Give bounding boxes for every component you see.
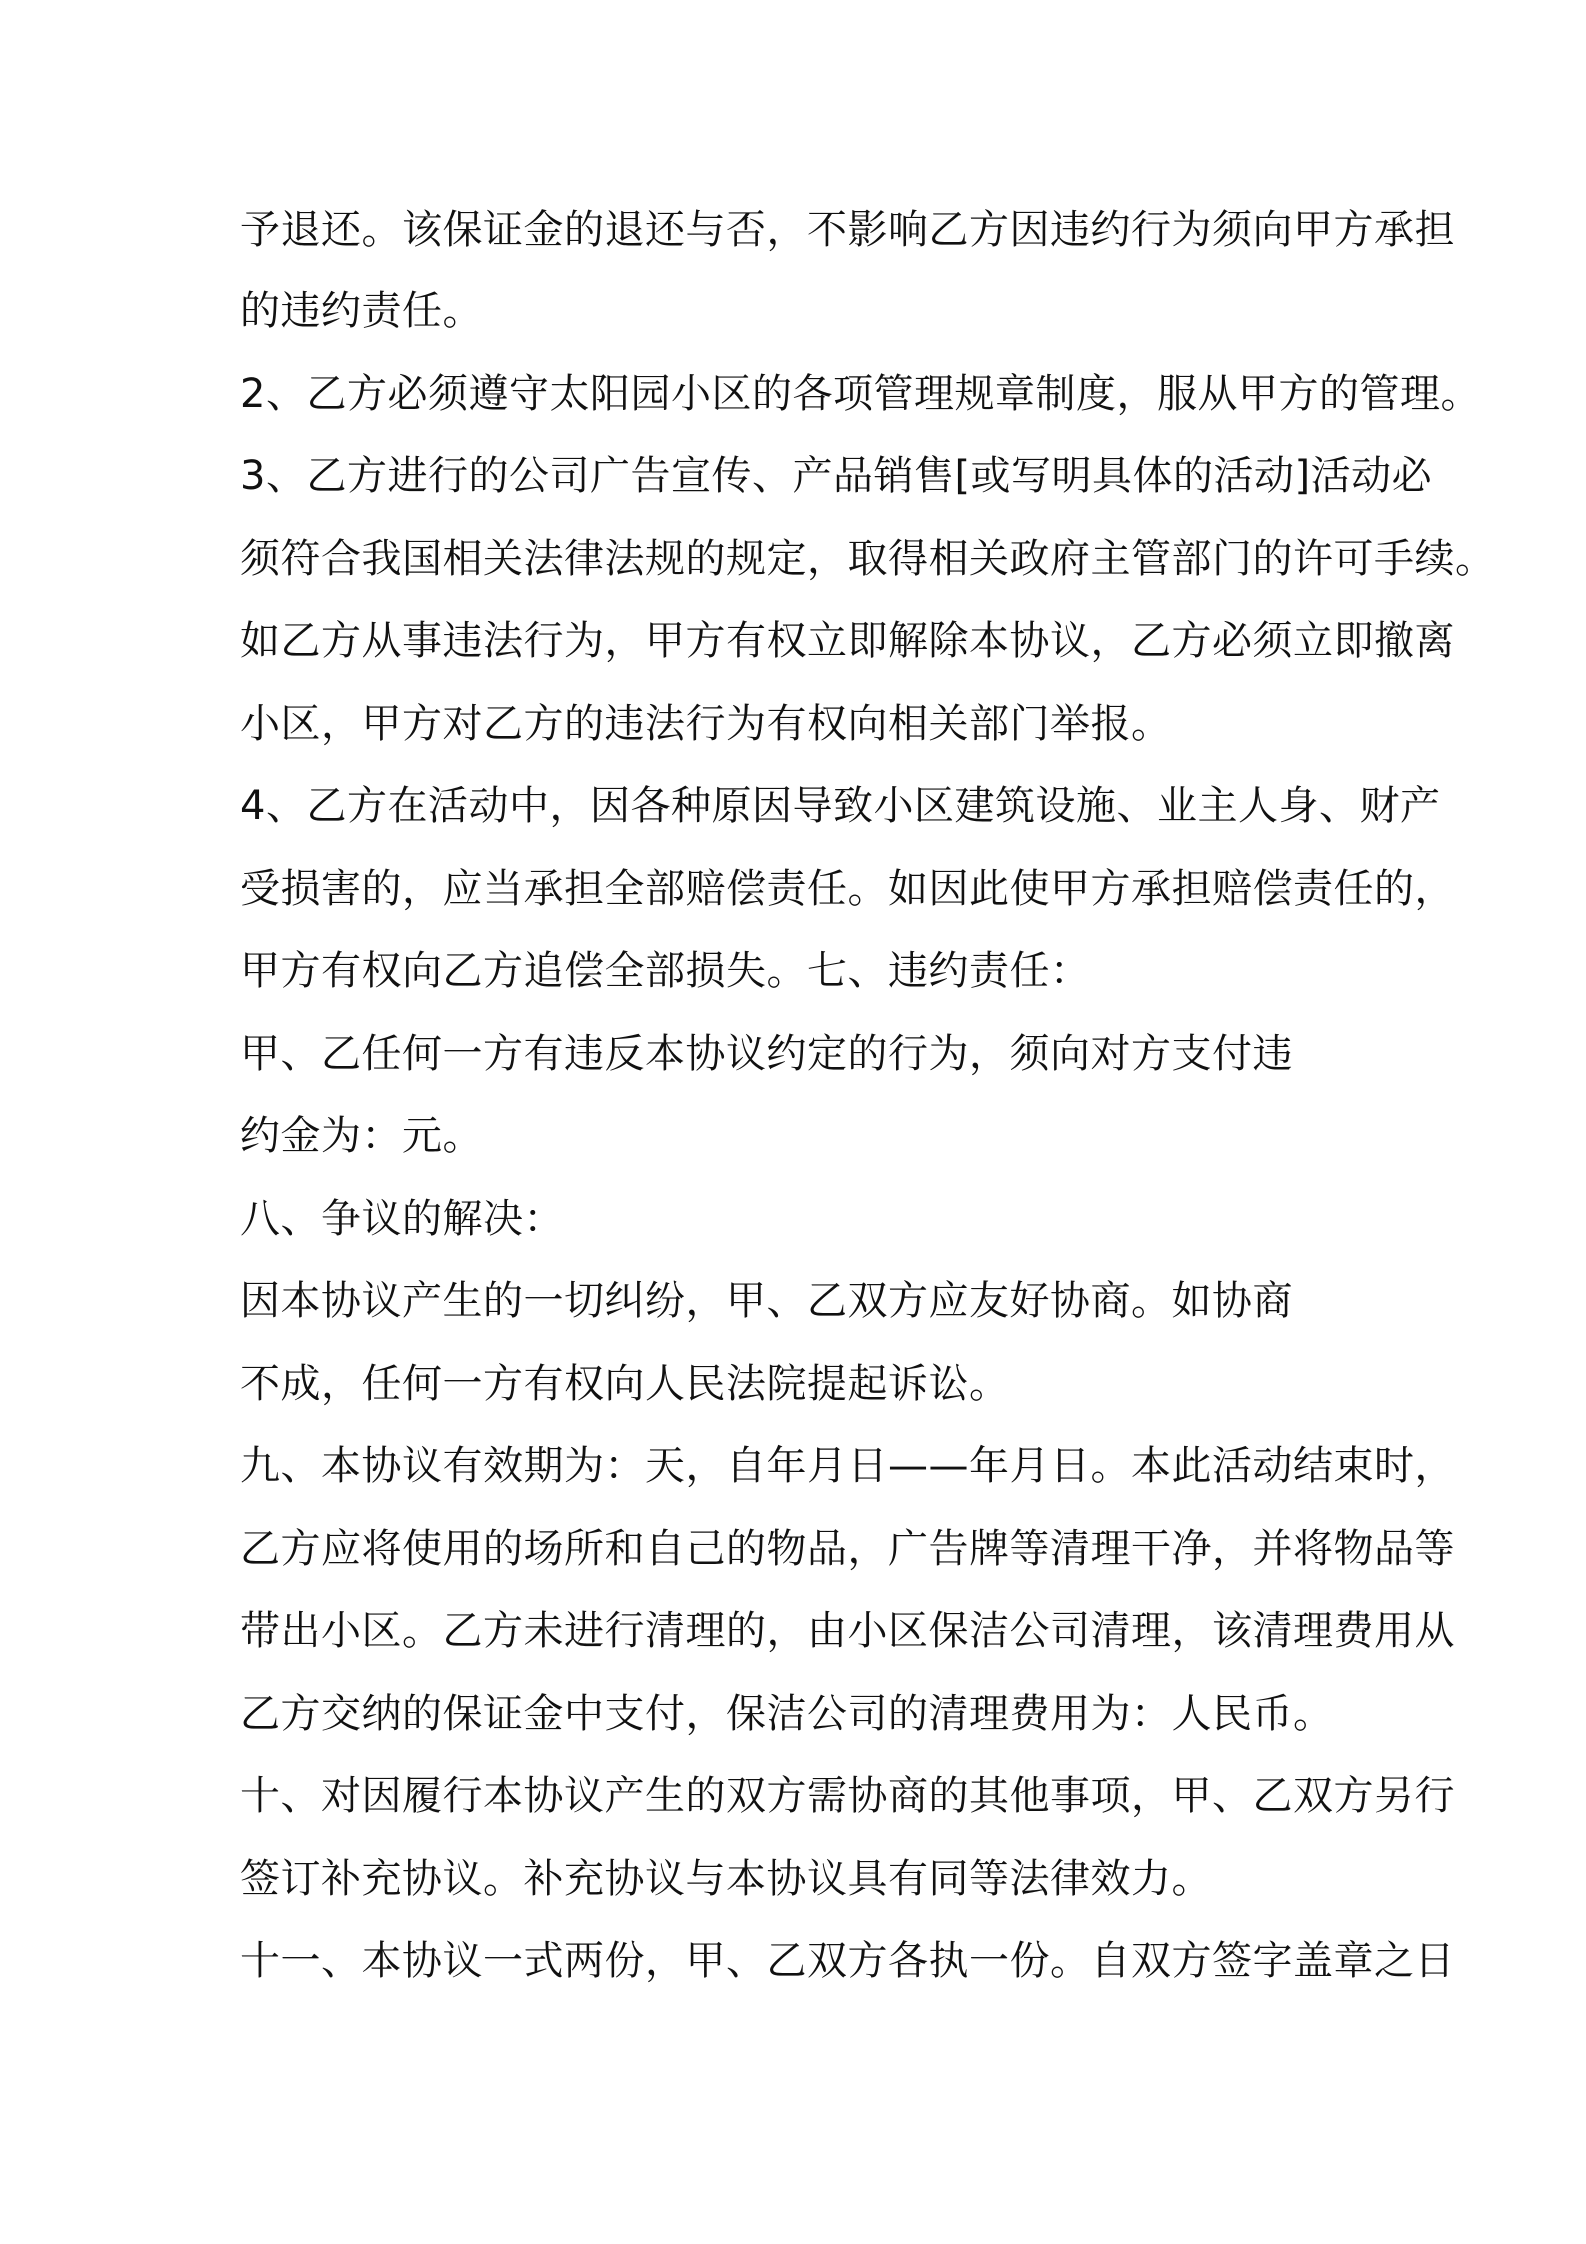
- text-line: 须符合我国相关法律法规的规定，取得相关政府主管部门的许可手续。: [240, 536, 1496, 582]
- text-line: 带出小区。乙方未进行清理的，由小区保洁公司清理，该清理费用从: [240, 1608, 1455, 1654]
- text-line: 甲、乙任何一方有违反本协议约定的行为，须向对方支付违: [240, 1031, 1293, 1077]
- text-line: 签订补充协议。补充协议与本协议具有同等法律效力。: [240, 1856, 1212, 1902]
- text-line: 不成，任何一方有权向人民法院提起诉讼。: [240, 1361, 1010, 1407]
- text-line: 甲方有权向乙方追偿全部损失。七、违约责任：: [240, 948, 1091, 994]
- text-line: 十一、本协议一式两份，甲、乙双方各执一份。自双方签字盖章之日: [240, 1938, 1455, 1984]
- text-line: 约金为：元。: [240, 1113, 483, 1159]
- text-line: 予退还。该保证金的退还与否，不影响乙方因违约行为须向甲方承担: [240, 207, 1455, 253]
- text-line: 小区，甲方对乙方的违法行为有权向相关部门举报。: [240, 701, 1172, 747]
- text-line: 2、乙方必须遵守太阳园小区的各项管理规章制度，服从甲方的管理。: [240, 371, 1481, 417]
- text-line: 乙方应将使用的场所和自己的物品，广告牌等清理干净，并将物品等: [240, 1526, 1455, 1572]
- text-line: 八、争议的解决：: [240, 1196, 564, 1242]
- text-line: 九、本协议有效期为：天，自年月日——年月日。本此活动结束时，: [240, 1443, 1455, 1489]
- text-line: 十、对因履行本协议产生的双方需协商的其他事项，甲、乙双方另行: [240, 1773, 1455, 1819]
- text-line: 3、乙方进行的公司广告宣传、产品销售[或写明具体的活动]活动必: [240, 453, 1433, 499]
- text-line: 因本协议产生的一切纠纷，甲、乙双方应友好协商。如协商: [240, 1278, 1293, 1324]
- text-line: 受损害的，应当承担全部赔偿责任。如因此使甲方承担赔偿责任的，: [240, 866, 1455, 912]
- text-line: 乙方交纳的保证金中支付，保洁公司的清理费用为：人民币。: [240, 1691, 1334, 1737]
- text-line: 如乙方从事违法行为，甲方有权立即解除本协议，乙方必须立即撤离: [240, 618, 1455, 664]
- text-line: 4、乙方在活动中，因各种原因导致小区建筑设施、业主人身、财产: [240, 783, 1441, 829]
- text-line: 的违约责任。: [240, 288, 483, 334]
